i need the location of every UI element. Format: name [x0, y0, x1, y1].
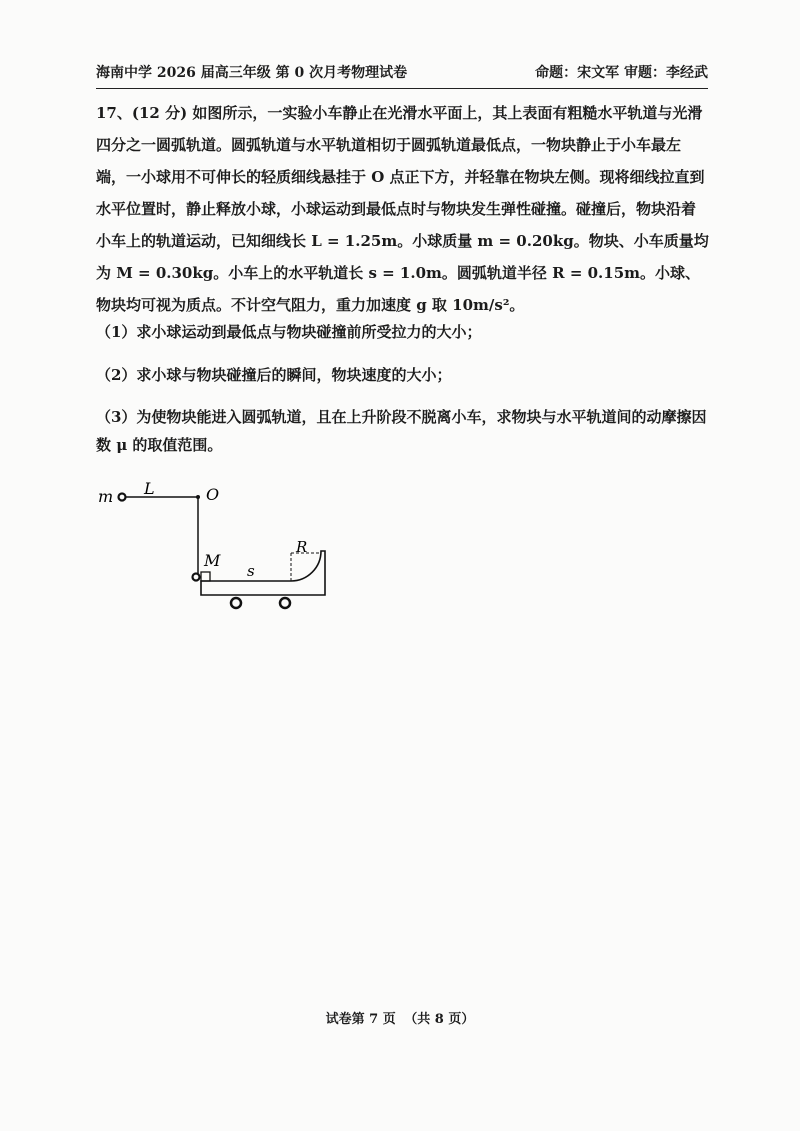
wheel-left [231, 598, 241, 608]
label-M: M [204, 551, 221, 570]
ball-lowest [193, 574, 200, 581]
label-m: m [98, 487, 114, 506]
problem-text: 如图所示，一实验小车静止在光滑水平面上，其上表面有粗糙水平轨道与光滑四分之一圆弧轨道。圆弧轨道与水平轨道相切于圆弧轨道最低点，一物块静止于小车最左端，一小球用不可伸长的轻质细线悬挂于 O 点正下方，并轻靠在物块左侧。现将细线拉直到水平位置时，静止释放小球，小球运动到最低点时与物块发生弹性碰撞。碰撞后，物块沿着小车上的轨道运动，已知细线长 L = 1.25m。小球质量 m = 0.20kg。物块、小车质量均为 M = 0.30kg。小车上的水平轨道长 s = 1.0m。圆弧轨道半径 R = 0.15m。小球、物块均可视为质点。不计空气阻力，重力加速度 g 取 10m/s²。 [96, 104, 709, 314]
block-M [201, 572, 210, 581]
label-s: s [247, 562, 255, 580]
question-2 [96, 361, 710, 389]
question-1 [96, 318, 710, 346]
wheel-right [280, 598, 290, 608]
page-header [96, 62, 708, 84]
physics-diagram [90, 472, 350, 622]
question-3 [96, 403, 710, 459]
page-number: 试卷第 7 页 [325, 1012, 396, 1027]
problem-number: 17、(12 分) [96, 104, 188, 122]
header-divider [96, 88, 708, 89]
label-O: O [206, 485, 220, 504]
ball-initial [119, 494, 126, 501]
question-2-text: （2）求小球与物块碰撞后的瞬间，物块速度的大小； [96, 366, 452, 384]
exam-title: 海南中学 2026 届高三年级 第 0 次月考物理试卷 [96, 65, 408, 81]
problem-17 [96, 97, 710, 321]
question-3-text: （3）为使物块能进入圆弧轨道，且在上升阶段不脱离小车，求物块与水平轨道间的动摩擦因数 μ 的取值范围。 [96, 408, 707, 454]
problem-statement [96, 97, 710, 321]
page-footer [0, 1008, 800, 1027]
question-1-text: （1）求小球运动到最低点与物块碰撞前所受拉力的大小； [96, 323, 482, 341]
label-L: L [144, 479, 155, 498]
page-total: （共 8 页） [404, 1012, 475, 1027]
label-R: R [296, 538, 308, 556]
exam-authors: 命题：宋文军 审题：李经武 [535, 65, 708, 81]
